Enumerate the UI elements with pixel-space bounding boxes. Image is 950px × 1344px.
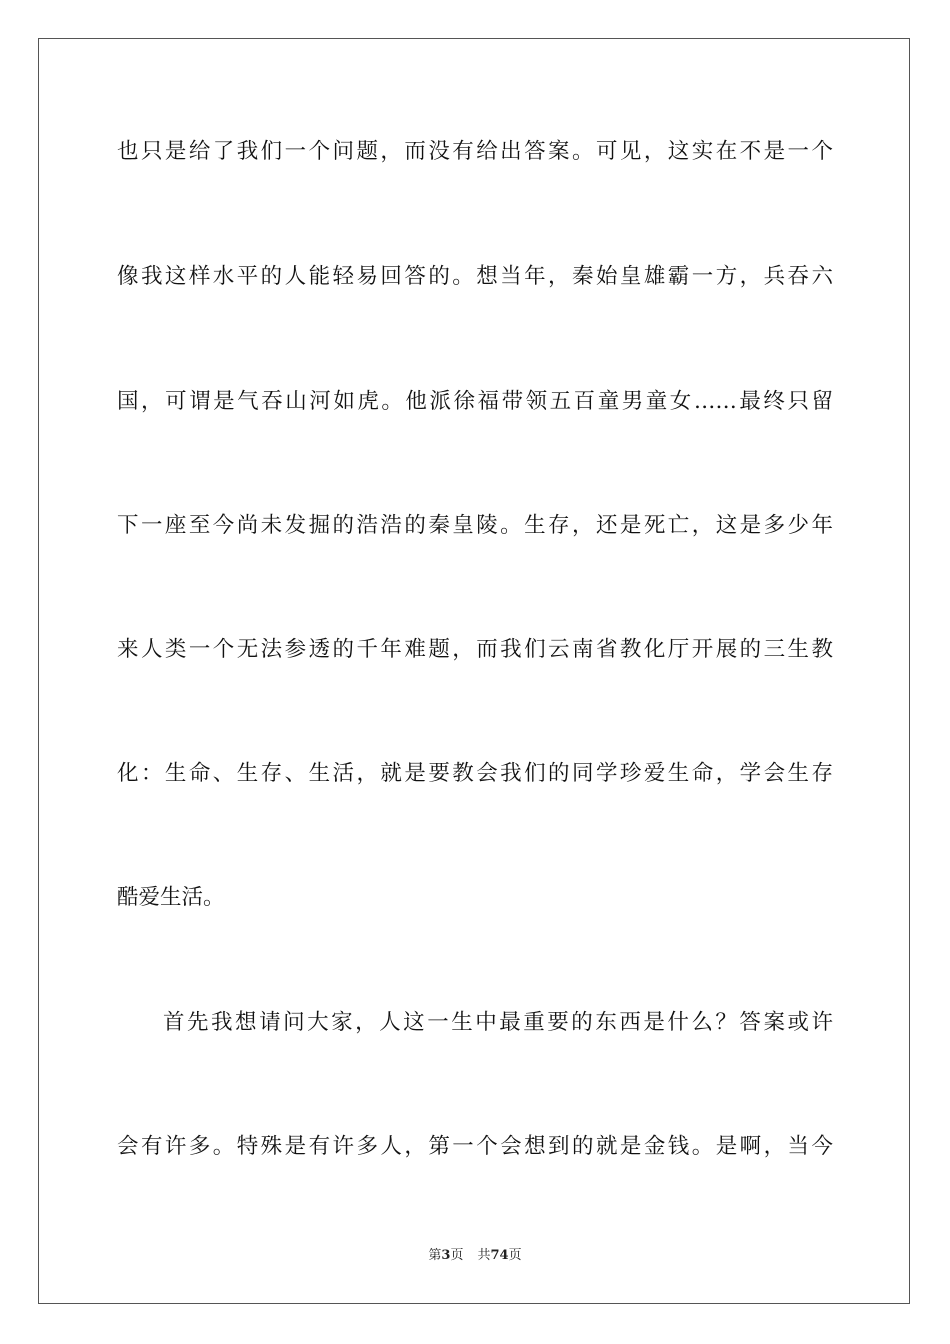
- page-prefix: 第: [428, 1248, 442, 1263]
- text-line-4: 下一座至今尚未发掘的浩浩的秦皇陵。生存，还是死亡，这是多少年: [117, 513, 833, 538]
- page-border: [38, 38, 910, 1304]
- text-line-3: 国，可谓是气吞山河如虎。他派徐福带领五百童男童女……最终只留: [117, 389, 833, 414]
- page-number: 3: [441, 1248, 451, 1263]
- text-line-8: 首先我想请问大家，人这一生中最重要的东西是什么？答案或许: [163, 1010, 833, 1035]
- text-line-7: 酷爱生活。: [117, 885, 225, 910]
- total-pages: 74: [490, 1248, 509, 1263]
- text-line-1: 也只是给了我们一个问题，而没有给出答案。可见，这实在不是一个: [117, 139, 833, 164]
- text-line-9: 会有许多。特殊是有许多人，第一个会想到的就是金钱。是啊，当今: [117, 1134, 833, 1159]
- text-line-6: 化：生命、生存、生活，就是要教会我们的同学珍爱生命，学会生存: [117, 761, 833, 786]
- total-prefix: 共: [477, 1248, 491, 1263]
- page-footer: [0, 1247, 950, 1265]
- text-line-5: 来人类一个无法参透的千年难题，而我们云南省教化厅开展的三生教: [117, 637, 833, 662]
- page-suffix: 页: [450, 1248, 464, 1263]
- total-suffix: 页: [508, 1248, 522, 1263]
- text-line-2: 像我这样水平的人能轻易回答的。想当年，秦始皇雄霸一方，兵吞六: [117, 264, 833, 289]
